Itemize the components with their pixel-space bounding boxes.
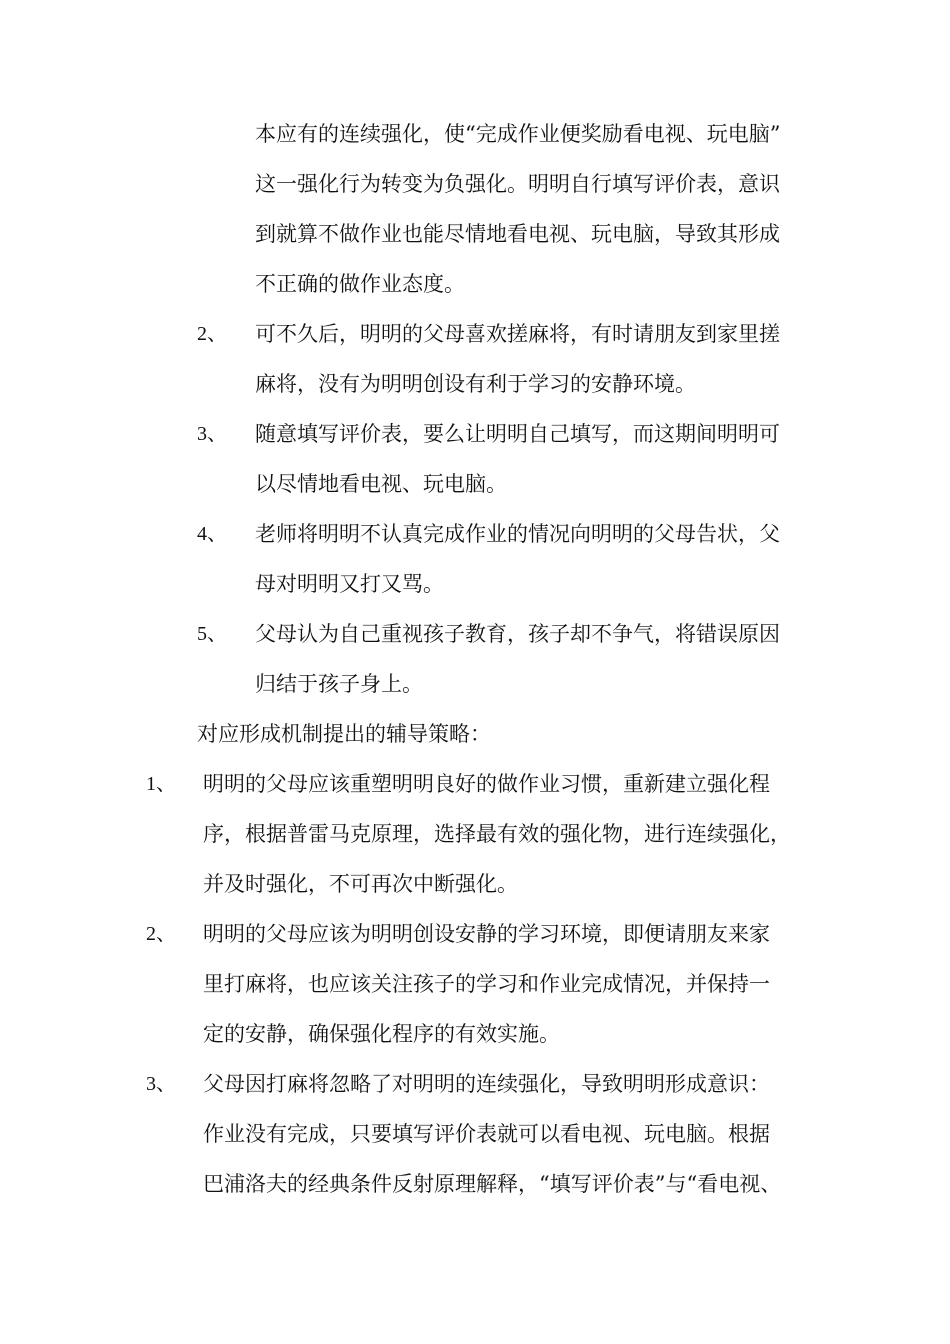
cause-2-line-2: 麻将，没有为明明创设有利于学习的安静环境。: [255, 372, 696, 396]
strategy-2-line-2: 里打麻将，也应该关注孩子的学习和作业完成情况，并保持一: [203, 972, 770, 996]
strategy-3-line-3: 巴浦洛夫的经典条件反射原理解释，“填写评价表”与“看电视、: [203, 1172, 782, 1196]
strategy-2-line-1: 明明的父母应该为明明创设安静的学习环境，即便请朋友来家: [203, 922, 770, 946]
strategy-1-line-3: 并及时强化，不可再次中断强化。: [203, 872, 518, 896]
strategy-2-number: 2、: [146, 923, 176, 945]
cause-3-line-2: 以尽情地看电视、玩电脑。: [255, 472, 507, 496]
strategy-1-line-2: 序，根据普雷马克原理，选择最有效的强化物，进行连续强化，: [203, 822, 791, 846]
cause-3-line-1: 随意填写评价表，要么让明明自己填写，而这期间明明可: [255, 422, 780, 446]
cause-5-line-2: 归结于孩子身上。: [255, 672, 423, 696]
cause-5-line-1: 父母认为自己重视孩子教育，孩子却不争气，将错误原因: [255, 622, 780, 646]
cause-2-line-1: 可不久后，明明的父母喜欢搓麻将，有时请朋友到家里搓: [255, 322, 780, 346]
continuation-line-2: 这一强化行为转变为负强化。明明自行填写评价表，意识: [255, 172, 780, 196]
strategy-1-line-1: 明明的父母应该重塑明明良好的做作业习惯，重新建立强化程: [203, 772, 770, 796]
strategy-heading: 对应形成机制提出的辅导策略：: [197, 722, 491, 746]
cause-3-number: 3、: [197, 423, 227, 445]
continuation-line-1: 本应有的连续强化，使“完成作业便奖励看电视、玩电脑”: [255, 122, 781, 146]
strategy-2-line-3: 定的安静，确保强化程序的有效实施。: [203, 1022, 560, 1046]
cause-2-number: 2、: [197, 323, 227, 345]
continuation-line-3: 到就算不做作业也能尽情地看电视、玩电脑，导致其形成: [255, 222, 780, 246]
strategy-3-line-1: 父母因打麻将忽略了对明明的连续强化，导致明明形成意识：: [203, 1072, 770, 1096]
strategy-1-number: 1、: [146, 773, 176, 795]
cause-5-number: 5、: [197, 623, 227, 645]
strategy-3-number: 3、: [146, 1073, 176, 1095]
cause-4-number: 4、: [197, 523, 227, 545]
cause-4-line-2: 母对明明又打又骂。: [255, 572, 444, 596]
strategy-3-line-2: 作业没有完成，只要填写评价表就可以看电视、玩电脑。根据: [203, 1122, 770, 1146]
continuation-line-4: 不正确的做作业态度。: [255, 272, 465, 296]
cause-4-line-1: 老师将明明不认真完成作业的情况向明明的父母告状，父: [255, 522, 780, 546]
